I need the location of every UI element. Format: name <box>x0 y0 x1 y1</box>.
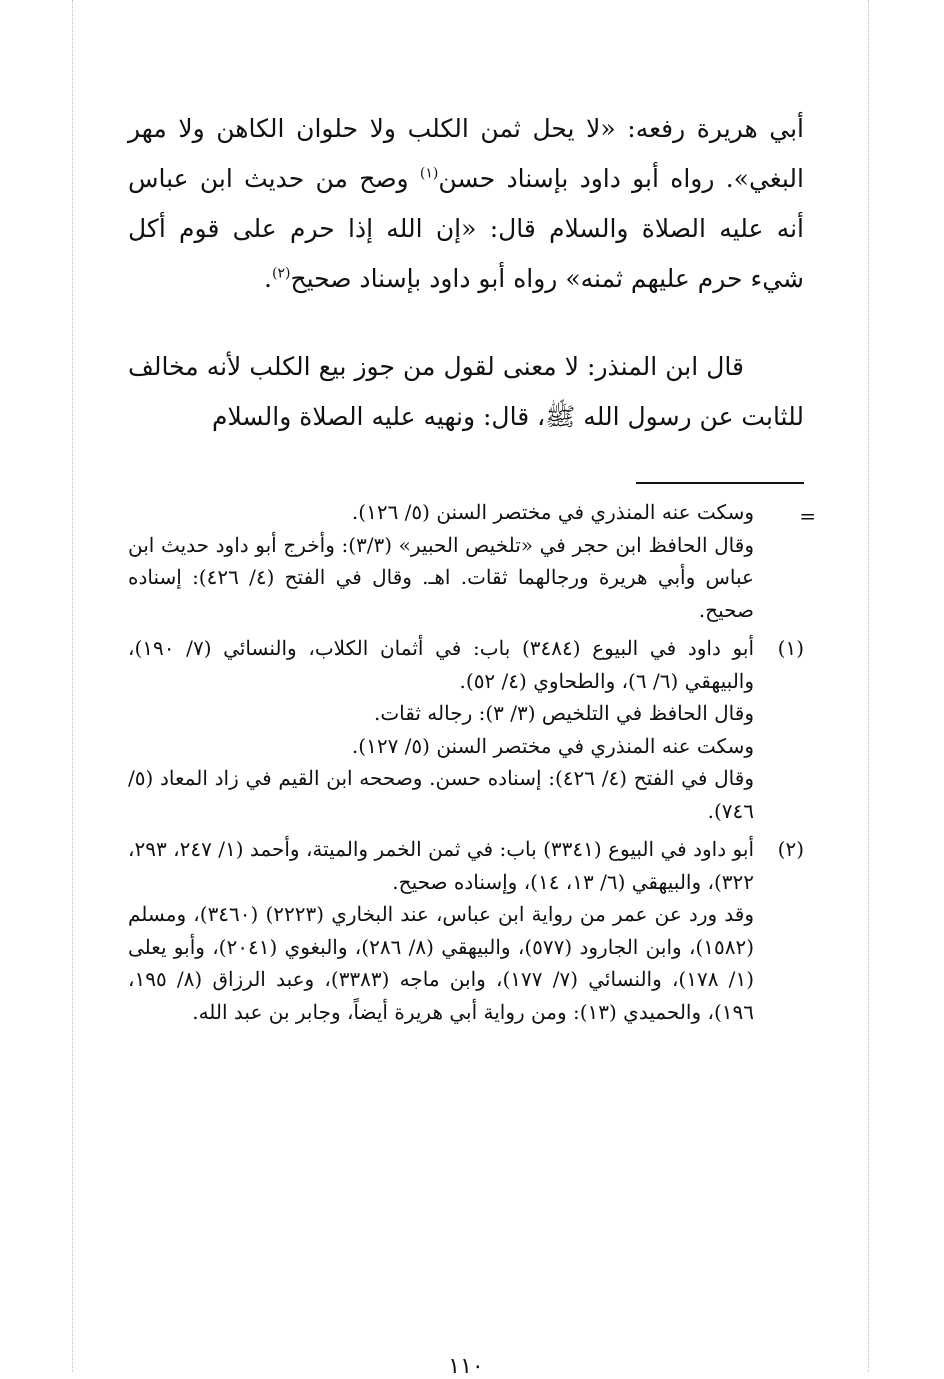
footnote-line: وقد ورد عن عمر من رواية ابن عباس، عند البخاري (٢٢٢٣) (٣٤٦٠)، ومسلم (١٥٨٢)، وابن الجارود (٥٧٧)، والبيهقي (٨/ ٢٨٦)، والبغوي (٢٠٤١)، وأبو يعلى (١/ ١٧٨)، والنسائي (٧/ ١٧٧)، وابن ماجه (٣٣٨٣)، وعبد الرزاق (٨/ ١٩٥، ١٩٦)، والحميدي (١٣): ومن رواية أبي هريرة أيضاً، وجابر بن عبد الله. <box>128 902 755 1024</box>
book-page <box>128 104 816 1379</box>
footnote-number: (٢) <box>777 837 804 861</box>
paragraph-2: قال ابن المنذر: لا معنى لقول من جوز بيع الكلب لأنه مخالف للثابت عن رسول الله ﷺ، قال: ونهيه عليه الصلاة والسلام <box>128 352 804 431</box>
footnote-line: وقال الحافظ ابن حجر في «تلخيص الحبير» (٣/٣): وأخرج أبو داود حديث ابن عباس وأبي هريرة ورجالهما ثقات. اهـ. وقال في الفتح (٤/ ٤٢٦): إسناده صحيح. <box>128 532 754 622</box>
footnote-ref-2[interactable]: (٢) <box>271 265 291 282</box>
para1-text-a: أبي هريرة رفعه: «لا يحل ثمن الكلب ولا حلوان الكاهن ولا مهر البغي». رواه أبو داود بإسناد حسن <box>128 114 804 193</box>
footnote-line: وسكت عنه المنذري في مختصر السنن (٥/ ١٢٦). <box>351 500 754 524</box>
paragraph-1 <box>128 104 804 304</box>
para1-text-b: وصح من حديث ابن عباس أنه عليه الصلاة والسلام قال: «إن الله إذا حرم على قوم أكل شيء حرم عليهم ثمنه» رواه أبو داود بإسناد صحيح <box>128 164 804 293</box>
main-text <box>128 104 804 442</box>
footnote-line: وقال في الفتح (٤/ ٤٢٦): إسناده حسن. وصححه ابن القيم في زاد المعاد (٥/ ٧٤٦). <box>128 766 754 823</box>
footnote-separator <box>636 482 804 484</box>
continuation-mark: = <box>799 504 816 528</box>
footnote-2 <box>128 833 804 1028</box>
footnote-line: أبو داود في البيوع (٣٣٤١) باب: في ثمن الخمر والميتة، وأحمد (١/ ٢٤٧، ٢٩٣، ٣٢٢)، والبيهقي (٦/ ١٣، ١٤)، وإسناده صحيح. <box>128 837 755 894</box>
page-number: ١١٠ <box>448 1354 484 1379</box>
scan-dotted-line-right <box>868 0 869 1372</box>
footnote-number: (١) <box>777 636 804 660</box>
footnote-line: أبو داود في البيوع (٣٤٨٤) باب: في أثمان الكلاب، والنسائي (٧/ ١٩٠)، والبيهقي (٦/ ٦)، والطحاوي (٤/ ٥٢). <box>128 636 754 693</box>
footnote-continuation <box>128 496 816 626</box>
footnote-line: وسكت عنه المنذري في مختصر السنن (٥/ ١٢٧). <box>351 733 754 758</box>
footnotes <box>128 496 816 1034</box>
footnote-ref-1[interactable]: (١) <box>419 165 439 182</box>
para1-text-end: . <box>264 264 272 293</box>
scan-dotted-line-left <box>72 0 73 1372</box>
footnote-line: وقال الحافظ في التلخيص (٣/ ٣): رجاله ثقات. <box>373 701 754 725</box>
footnote-1 <box>128 632 804 827</box>
